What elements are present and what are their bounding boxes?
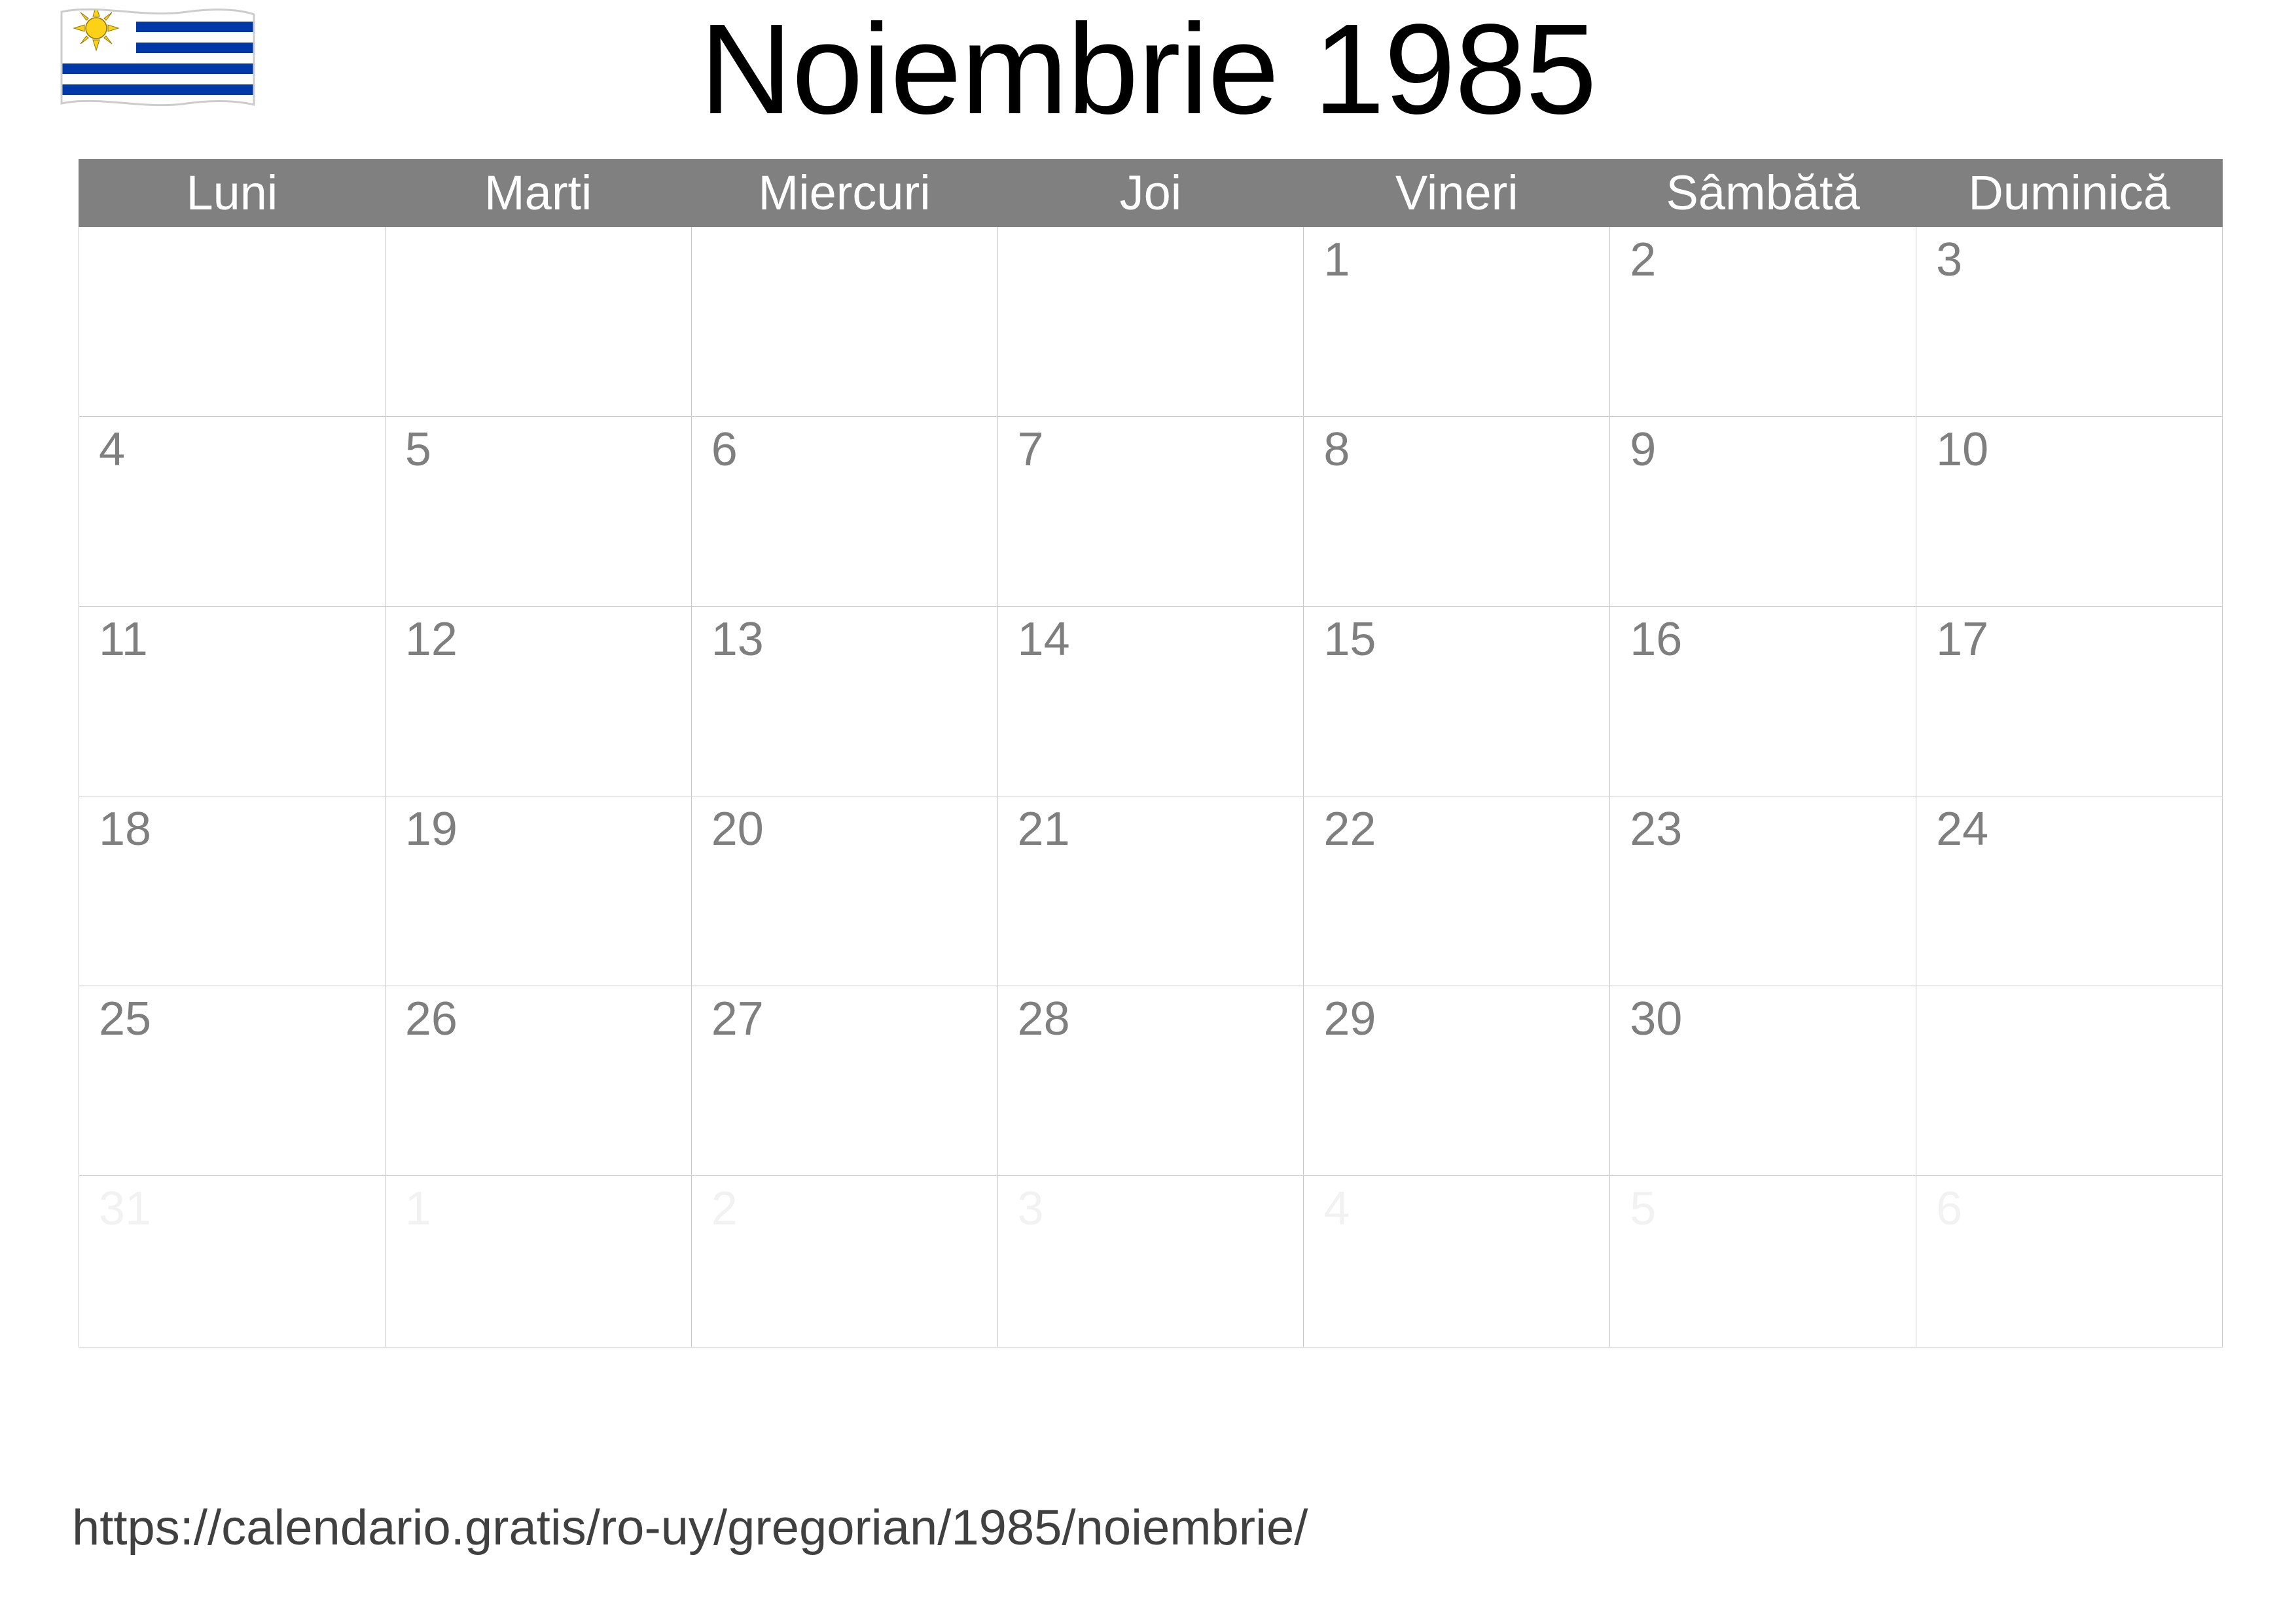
day-cell[interactable]: 18 <box>79 796 386 986</box>
weekday-header-miercuri: Miercuri <box>691 160 997 227</box>
day-cell[interactable]: 30 <box>1610 986 1916 1176</box>
weekday-header-marti: Marti <box>385 160 691 227</box>
calendar-week-row <box>79 417 2223 607</box>
day-cell[interactable]: 29 <box>1304 986 1610 1176</box>
weekday-header-sambata: Sâmbătă <box>1610 160 1916 227</box>
day-cell[interactable]: 6 <box>1916 1176 2223 1347</box>
day-cell[interactable] <box>79 227 386 417</box>
day-cell[interactable]: 11 <box>79 607 386 796</box>
uruguay-flag-icon <box>56 7 259 128</box>
page-title: Noiembrie 1985 <box>700 0 1596 141</box>
day-cell[interactable]: 14 <box>997 607 1304 796</box>
day-cell[interactable]: 16 <box>1610 607 1916 796</box>
footer-spacer <box>92 1584 255 1603</box>
day-cell[interactable]: 13 <box>691 607 997 796</box>
weekday-header-luni: Luni <box>79 160 386 227</box>
weekday-header-joi: Joi <box>997 160 1304 227</box>
day-cell[interactable]: 19 <box>385 796 691 986</box>
day-cell[interactable]: 1 <box>385 1176 691 1347</box>
day-cell[interactable]: 17 <box>1916 607 2223 796</box>
day-cell[interactable]: 5 <box>1610 1176 1916 1347</box>
day-cell[interactable] <box>997 227 1304 417</box>
calendar-week-row <box>79 1176 2223 1347</box>
day-cell[interactable]: 26 <box>385 986 691 1176</box>
day-cell[interactable]: 15 <box>1304 607 1610 796</box>
day-cell[interactable] <box>691 227 997 417</box>
weekday-header-duminica: Duminică <box>1916 160 2223 227</box>
day-cell[interactable]: 9 <box>1610 417 1916 607</box>
day-cell[interactable]: 2 <box>691 1176 997 1347</box>
calendar-week-row <box>79 607 2223 796</box>
day-cell[interactable]: 1 <box>1304 227 1610 417</box>
day-cell[interactable]: 12 <box>385 607 691 796</box>
day-cell[interactable]: 4 <box>1304 1176 1610 1347</box>
day-cell[interactable]: 31 <box>79 1176 386 1347</box>
day-cell[interactable]: 7 <box>997 417 1304 607</box>
calendar-table <box>79 159 2223 1347</box>
source-url[interactable]: https://calendario.gratis/ro-uy/gregorian/1985/noiembrie/ <box>72 1500 1308 1556</box>
weekday-header-row <box>79 160 2223 227</box>
day-cell[interactable]: 8 <box>1304 417 1610 607</box>
day-cell[interactable]: 5 <box>385 417 691 607</box>
day-cell[interactable]: 10 <box>1916 417 2223 607</box>
day-cell[interactable]: 2 <box>1610 227 1916 417</box>
day-cell[interactable]: 25 <box>79 986 386 1176</box>
day-cell[interactable]: 3 <box>997 1176 1304 1347</box>
calendar-week-row <box>79 227 2223 417</box>
calendar-week-row <box>79 796 2223 986</box>
day-cell[interactable]: 20 <box>691 796 997 986</box>
day-cell[interactable]: 21 <box>997 796 1304 986</box>
day-cell[interactable]: 27 <box>691 986 997 1176</box>
calendar-week-row <box>79 986 2223 1176</box>
day-cell[interactable]: 23 <box>1610 796 1916 986</box>
page-header <box>0 0 2296 151</box>
day-cell[interactable]: 28 <box>997 986 1304 1176</box>
day-cell[interactable] <box>385 227 691 417</box>
day-cell[interactable]: 4 <box>79 417 386 607</box>
day-cell[interactable]: 22 <box>1304 796 1610 986</box>
day-cell[interactable]: 3 <box>1916 227 2223 417</box>
day-cell[interactable]: 24 <box>1916 796 2223 986</box>
day-cell[interactable] <box>1916 986 2223 1176</box>
weekday-header-vineri: Vineri <box>1304 160 1610 227</box>
day-cell[interactable]: 6 <box>691 417 997 607</box>
